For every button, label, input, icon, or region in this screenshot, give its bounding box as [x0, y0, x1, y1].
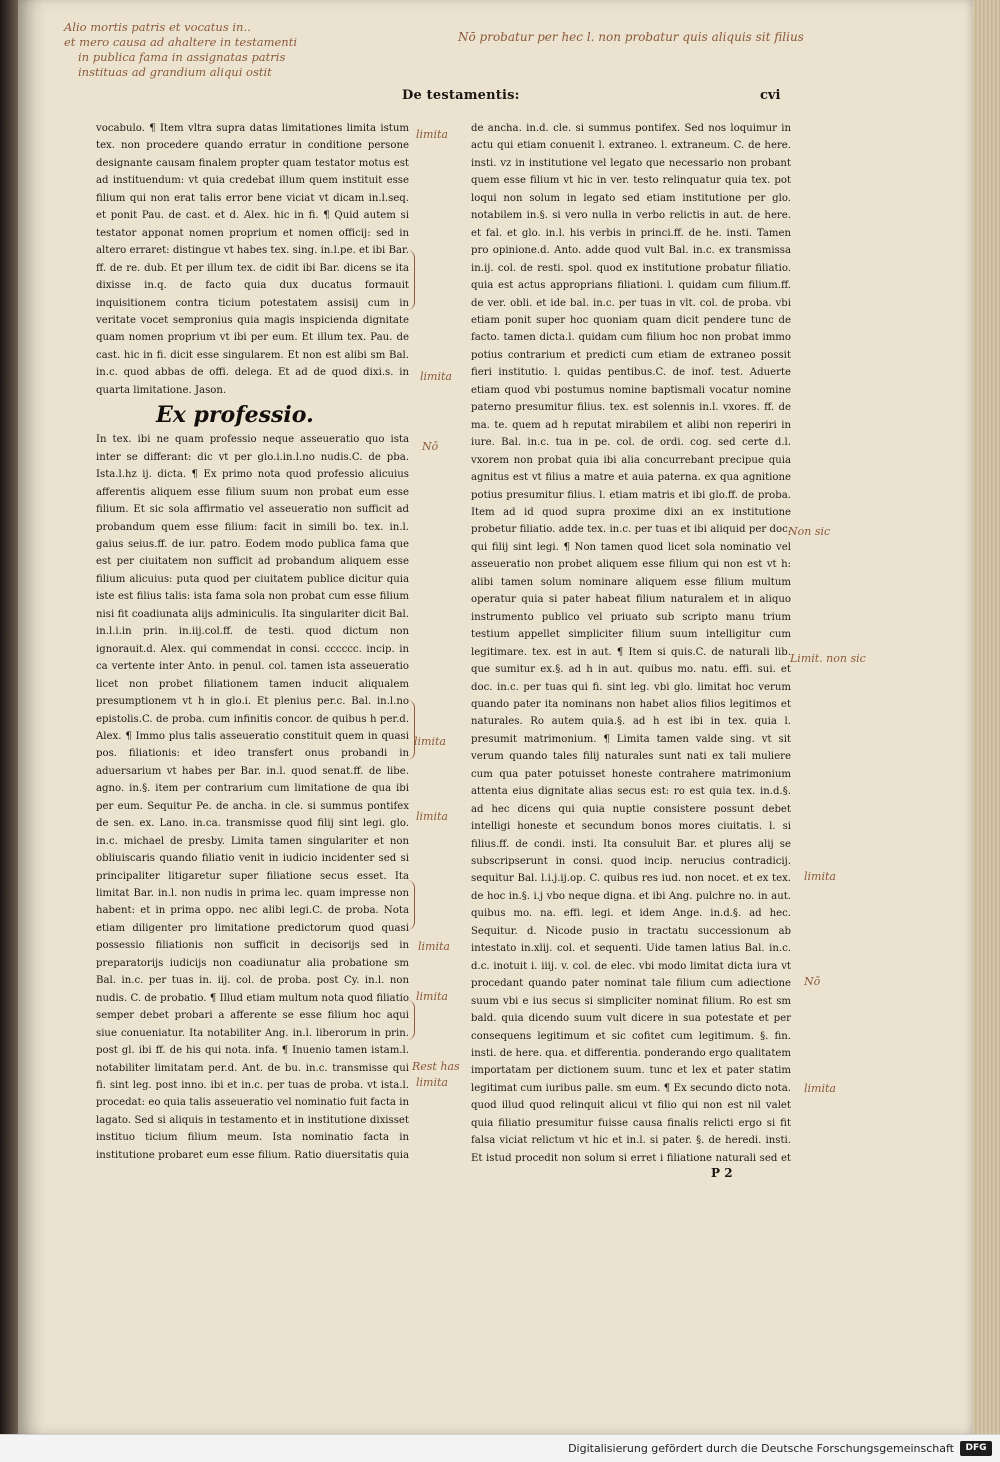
left-paragraph-1: vocabulo. ¶ Item vltra supra datas limitationes limita istum tex. non procedere quando erratur in conditione persone designante causam finalem propter quam testator motus est ad instituendum: vt quia credebat illum quem instituit esse filium qui non erat talis error bene viciat vt dicam in.l.seq. et ponit Pau. de cast. et d. Alex. hic in fi. ¶ Quid autem si testator apponat nomen proprium et nomen officij: sed in altero erraret: distingue vt habes tex. sing. in.l.pe. et ibi Bar. ff. de re. dub. Et per illum tex. de cidit ibi Bar. dicens se ita dixisse in.q. de facto quia dux ducatus formauit inquisitionem contra ticium potestatem assisij cum in veritate vocet sempronius quia magis inspicienda dignitate quam nomen proprium vt ibi per eum. Et illum tex. Pau. de cast. hic in fi. dicit esse singularem. Et non est alibi sm Bal. in.c. quod abbas de offi. delega. Et ad de quod dixi.s. in quarta limitatione. Jason.	[96, 123, 409, 396]
margin-brace	[404, 700, 415, 760]
right-paragraph-1: de ancha. in.d. cle. si summus pontifex. Sed nos loquimur in actu qui etiam conuenit l. extraneo. l. extraneum. C. de here. insti. vz in institutione vel legato que necessario non probant quem esse filium vt hic in ver. testo relinquatur quia tex. pot loqui non solum in legato sed etiam institutione per glo. notabilem in.§. si vero nulla in verbo relictis in aut. de here. et fal. et glo. in.l. his verbis in princi.ff. de he. insti. Tamen pro opinione.d. Anto. adde quod vult Bal. in.c. ex transmissa in.ij. col. de resti. spol. quod ex institutione probatur filiatio. quia est actus approprians filiationi. l. quidam cum filium.ff. de ver. obli. et ide bal. in.c. per tuas in vlt. col. de proba. vbi etiam ponit super hoc quoniam quam dicit pendere tunc de facto. tamen dicta.l. quidam cum filium hoc non probat immo potius contrarium et predicti cum etiam de extraneo possit fieri institutio. l. quidas pentibus.C. de inof. test. Aduerte etiam quod vbi postumus nomine baptismali vocatur nomine paterno presumitur filius. tex. est solennis in.l. vxores. ff. de ma. te. quem ad h reputat mirabilem et alibi non reperiri in iure. Bal. in.c. tua in pe. col. de ordi. cog. sed certe d.l. vxorem non probat quia ibi alia concurrebant precipue quia agnitus est vt filius a matre et auia paterna. ex qua agnitione potius presumitur filius. l. etiam matris et ibi glo.ff. de proba. Item ad id quod supra proxime dixi an ex institutione probetur filiatio. adde tex. in.c. per tuas et ibi aliquid per doc. qui filij sint legi. ¶ Non tamen quod licet sola nominatio vel asseueratio non probet aliquem esse filium qui non est vt h: alibi tamen solum nominare aliquem esse filium multum operatur quia si pater habeat filium naturalem et in aliquo instrumento publico vel priuato sub scripto manu trium testium appellet simpliciter filium suum intelligitur cum legitimare. tex. est in aut. ¶ Item si quis.C. de naturali lib. que sumitur ex.§. ad h in aut. quibus mo. natu. effi. sui. et doc. in.c. per tuas qui fi. sint leg. vbi glo. limitat hoc verum quando pater ita nominans non habet alios filios legitimos et naturales. Ro autem quia.§. ad h est ibi in tex. quia l. presumit matrimonium. ¶ Limita tamen valde sing. vt sit verum quando tales filij naturales sunt nati ex tali muliere cum qua pater potuisset honeste contrahere matrimonium attenta eius dignitate alias secus est: ro est quia tex. in.d.§. ad hec dicens qui quia nuptie consistere possunt debet intelligi honeste et secundum bonos mores ciuitatis. l. si filius.ff. de condi. insti. Ita consuluit Bar. et plures alij se subscripserunt in consi. quod incip. nerucius contradicij. sequitur Bal. l.i.j.ij.op. C. quibus res iud. non nocet. et ex tex. de hoc in.§. i.j vbo neque digna. et ibi Ang. pulchre no. in aut. quibus mo. na. effi. legi. et idem Ange. in.d.§. ad hec. Sequitur. d. Nicode pusio in tractatu successionum ab intestato in.xlij. col. et sequenti. Uide tamen latius Bal. in.c. d.c. inotuit i. iiij. v. col. de elec. vbi modo limitat dicta iura vt procedant quando pater nominat tale filium cum adiectione suum vbi e ius secus si simpliciter nominat filium. Ro est sm bald. quia dicendo suum vult dicere in sua potestate et per consequens legitimum et sic cofitet cum legitimum. §. fin. insti. de here. qua. et differentia. ponderando ergo qualitatem importatam per dictionem suum. tunc et lex et pater statim legitimat cum iuribus palle. sm eum. ¶ Ex secundo dicto nota. quod illud quod relinquit alicui vt filio qui non est nil valet quia filiatio presumitur fuisse causa finalis relicti ergo si fit falsa viciat relictum vt hic et in.l. si pater. §. de heredi. insti. Et istud procedit non solum si erret i filiatione naturali sed et	[471, 123, 791, 1164]
left-text-column	[96, 120, 409, 1165]
margin-note: Nō	[804, 975, 821, 988]
margin-brace	[404, 880, 415, 930]
margin-note: limita	[414, 735, 446, 748]
margin-note: limita	[418, 940, 450, 953]
manuscript-note-line-1: Alio mortis patris et vocatus in..	[64, 20, 251, 34]
margin-note: limita	[804, 870, 836, 883]
margin-note: limita	[420, 370, 452, 383]
manuscript-note-line-4: instituas ad grandium aliqui ostit	[78, 65, 272, 79]
margin-note: Non sic	[788, 525, 831, 538]
catchword: P 2	[711, 1166, 733, 1180]
section-heading: Ex professio.	[156, 402, 314, 429]
book-page	[18, 0, 973, 1434]
dfg-logo: DFG	[960, 1441, 992, 1456]
margin-note: limita	[416, 128, 448, 141]
manuscript-note-line-2: et mero causa ad ahaltere in testamenti	[64, 35, 298, 49]
running-head: De testamentis:	[402, 88, 520, 103]
margin-note: limita	[804, 1082, 836, 1095]
margin-brace	[404, 250, 415, 310]
left-paragraph-2: In tex. ibi ne quam professio neque asseueratio quo ista inter se differant: dic vt per glo.i.in.l.no nudis.C. de pba. Ista.l.hz ij. dicta. ¶ Ex primo nota quod professio alicuius afferentis aliquem esse filium suum non probat eum esse filium. Et sic sola affirmatio vel asseueratio non sufficit ad probandum quem esse filium: facit in simili bo. tex. in.l. gaius seius.ff. de iur. patro. Eodem modo publica fama que est per ciuitatem non sufficit ad probandum aliquem esse filium alicuius: puta quod per ciuitatem publice dicitur quia iste est filius talis: ista fama sola non probat cum esse filium nisi fit coadiunata alijs adminiculis. Ita singulariter dicit Bal. in.l.i.in prin. in.iij.col.ff. de testi. quod dictum non ignorauit.d. Alex. qui commendat in consi. cccccc. incip. in ca vertente inter Anto. in penul. col. tamen ista asseueratio licet non probet filiationem tamen inducit aliqualem presumptionem vt h in glo.i. Et plenius per.c. Bal. in.l.no epistolis.C. de proba. cum infinitis concor. de quibus h per.d. Alex. ¶ Immo plus talis asseueratio constituit quem in quasi pos. filiationis: et ideo transfert onus probandi in aduersarium vt habes per Bar. in.l. quod senat.ff. de libe. agno. in.§. item per contrarium cum limitatione de qua ibi per eum. Sequitur Pe. de ancha. in cle. si summus pontifex de sen. ex. Lano. in.ca. transmisse quod filij sint legi. glo. in.c. michael de presby. Limita tamen singulariter et non obliuiscaris quando filiatio venit in iudicio incidenter sed si principaliter litigaretur super filiatione secus esset. Ita limitat Bar. in.l. non nudis in prima lec. quam impresse non habent: et in prima oppo. nec alibi legi.C. de proba. Nota etiam diligenter pro limitatione predictorum quod quasi possessio filiationis non sufficit in decisorijs sed in preparatorijs iudicijs non coadiunatur alia probatione sm Bal. in.c. per tuas in. iij. col. de proba. post Cy. in.l. non nudis. C. de probatio. ¶ Illud etiam multum nota quod filiatio semper debet probari a afferente se esse filium hoc aqui siue conueniatur. Ita notabiliter Ang. in.l. liberorum in prin. post gl. ibi ff. de his qui nota. infa. ¶ Inuenio tamen istam.l. notabiliter limitatam per.d. Ant. de bu. in.c. transmisse qui fi. sint leg. post inno. ibi et in.c. per tuas de proba. vt ista.l. procedat: eo quia talis asseueratio vel nominatio fuit facta in lagato. Sed si aliquis in testamento et in institutione dixisset instituo ticium filium meum. Ista nominatio facta in institutione probaret eum esse filium. Ratio diuersitatis quia	[96, 434, 409, 1161]
manuscript-note-line-3: in publica fama in assignatas patris	[78, 50, 286, 64]
margin-note: limita	[416, 810, 448, 823]
folio-number: cvi	[760, 88, 781, 103]
margin-note: Limit. non sic	[790, 652, 866, 665]
margin-note: Rest has	[412, 1060, 460, 1073]
right-text-column	[471, 120, 791, 1165]
manuscript-note-top-right: Nō probatur per hec l. non probatur quis aliquis sit filius	[458, 30, 804, 44]
funding-notice: Digitalisierung gefördert durch die Deutsche Forschungsgemeinschaft	[568, 1442, 954, 1455]
margin-note: Nō	[422, 440, 439, 453]
page-edges	[970, 0, 1000, 1434]
margin-brace	[404, 1000, 415, 1040]
footer-bar	[0, 1434, 1000, 1462]
margin-note: limita	[416, 1076, 448, 1089]
margin-note: limita	[416, 990, 448, 1003]
